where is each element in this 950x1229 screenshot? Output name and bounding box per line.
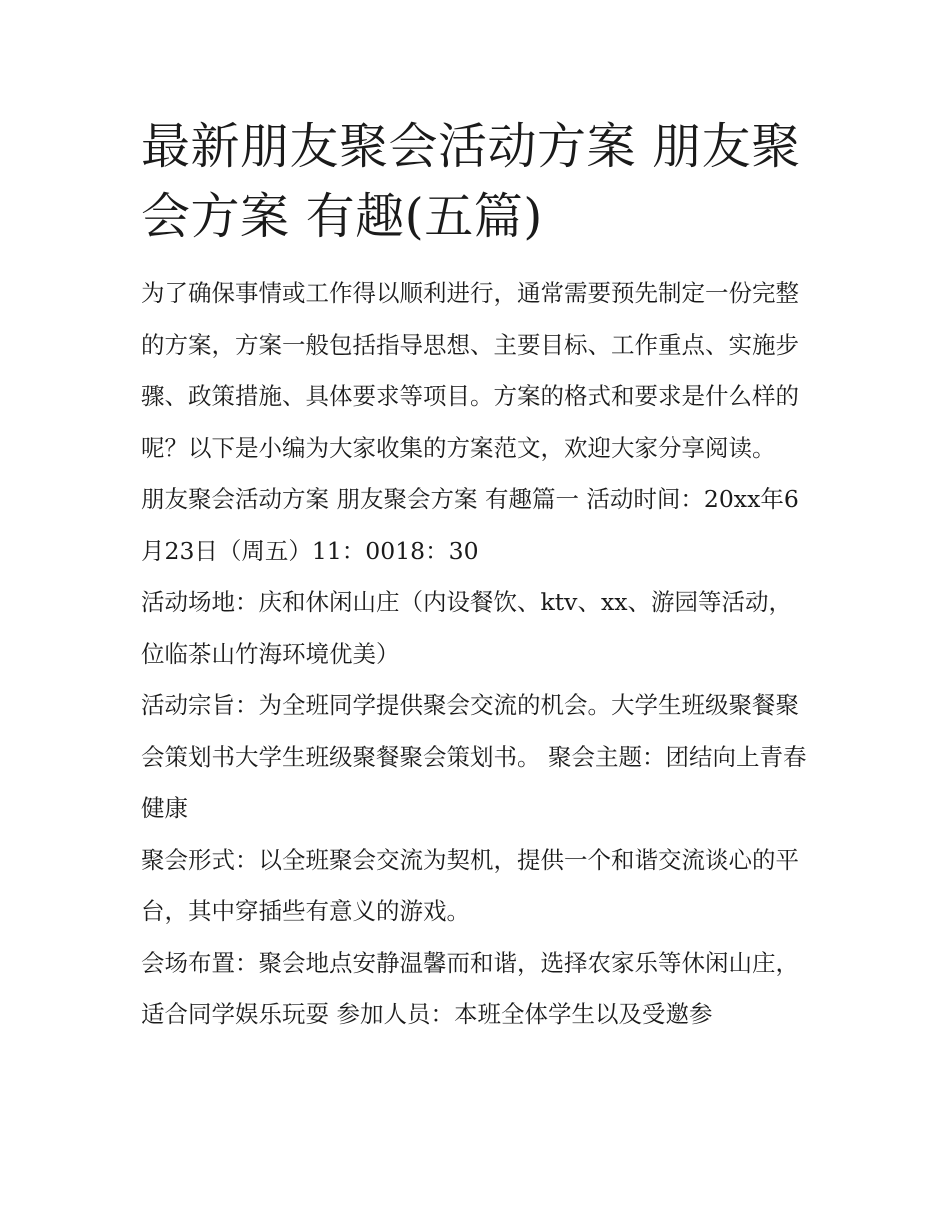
document-body bbox=[141, 268, 813, 1041]
paragraph-activity-venue: 活动场地：庆和休闲山庄（内设餐饮、ktv、xx、游园等活动，位临茶山竹海环境优美） bbox=[141, 588, 792, 668]
paragraph-party-format: 聚会形式：以全班聚会交流为契机，提供一个和谐交流谈心的平台，其中穿插些有意义的游戏。 bbox=[141, 845, 799, 925]
paragraph-venue-layout: 会场布置：聚会地点安静温馨而和谐，选择农家乐等休闲山庄，适合同学娱乐玩耍 参加人员：本班全体学生以及受邀参 bbox=[141, 948, 799, 1028]
paragraph-activity-time: 朋友聚会活动方案 朋友聚会方案 有趣篇一 活动时间：20xx年6月23日（周五）11：0018：30 bbox=[141, 485, 799, 565]
paragraph-activity-purpose: 活动宗旨：为全班同学提供聚会交流的机会。大学生班级聚餐聚会策划书大学生班级聚餐聚会策划书。 聚会主题：团结向上青春健康 bbox=[141, 691, 807, 822]
paragraph-intro: 为了确保事情或工作得以顺利进行，通常需要预先制定一份完整的方案，方案一般包括指导思想、主要目标、工作重点、实施步骤、政策措施、具体要求等项目。方案的格式和要求是什么样的呢？以下是小编为大家收集的方案范文，欢迎大家分享阅读。 bbox=[141, 279, 799, 462]
document-title: 最新朋友聚会活动方案 朋友聚会方案 有趣(五篇) bbox=[141, 118, 801, 245]
document-page bbox=[141, 112, 813, 1041]
